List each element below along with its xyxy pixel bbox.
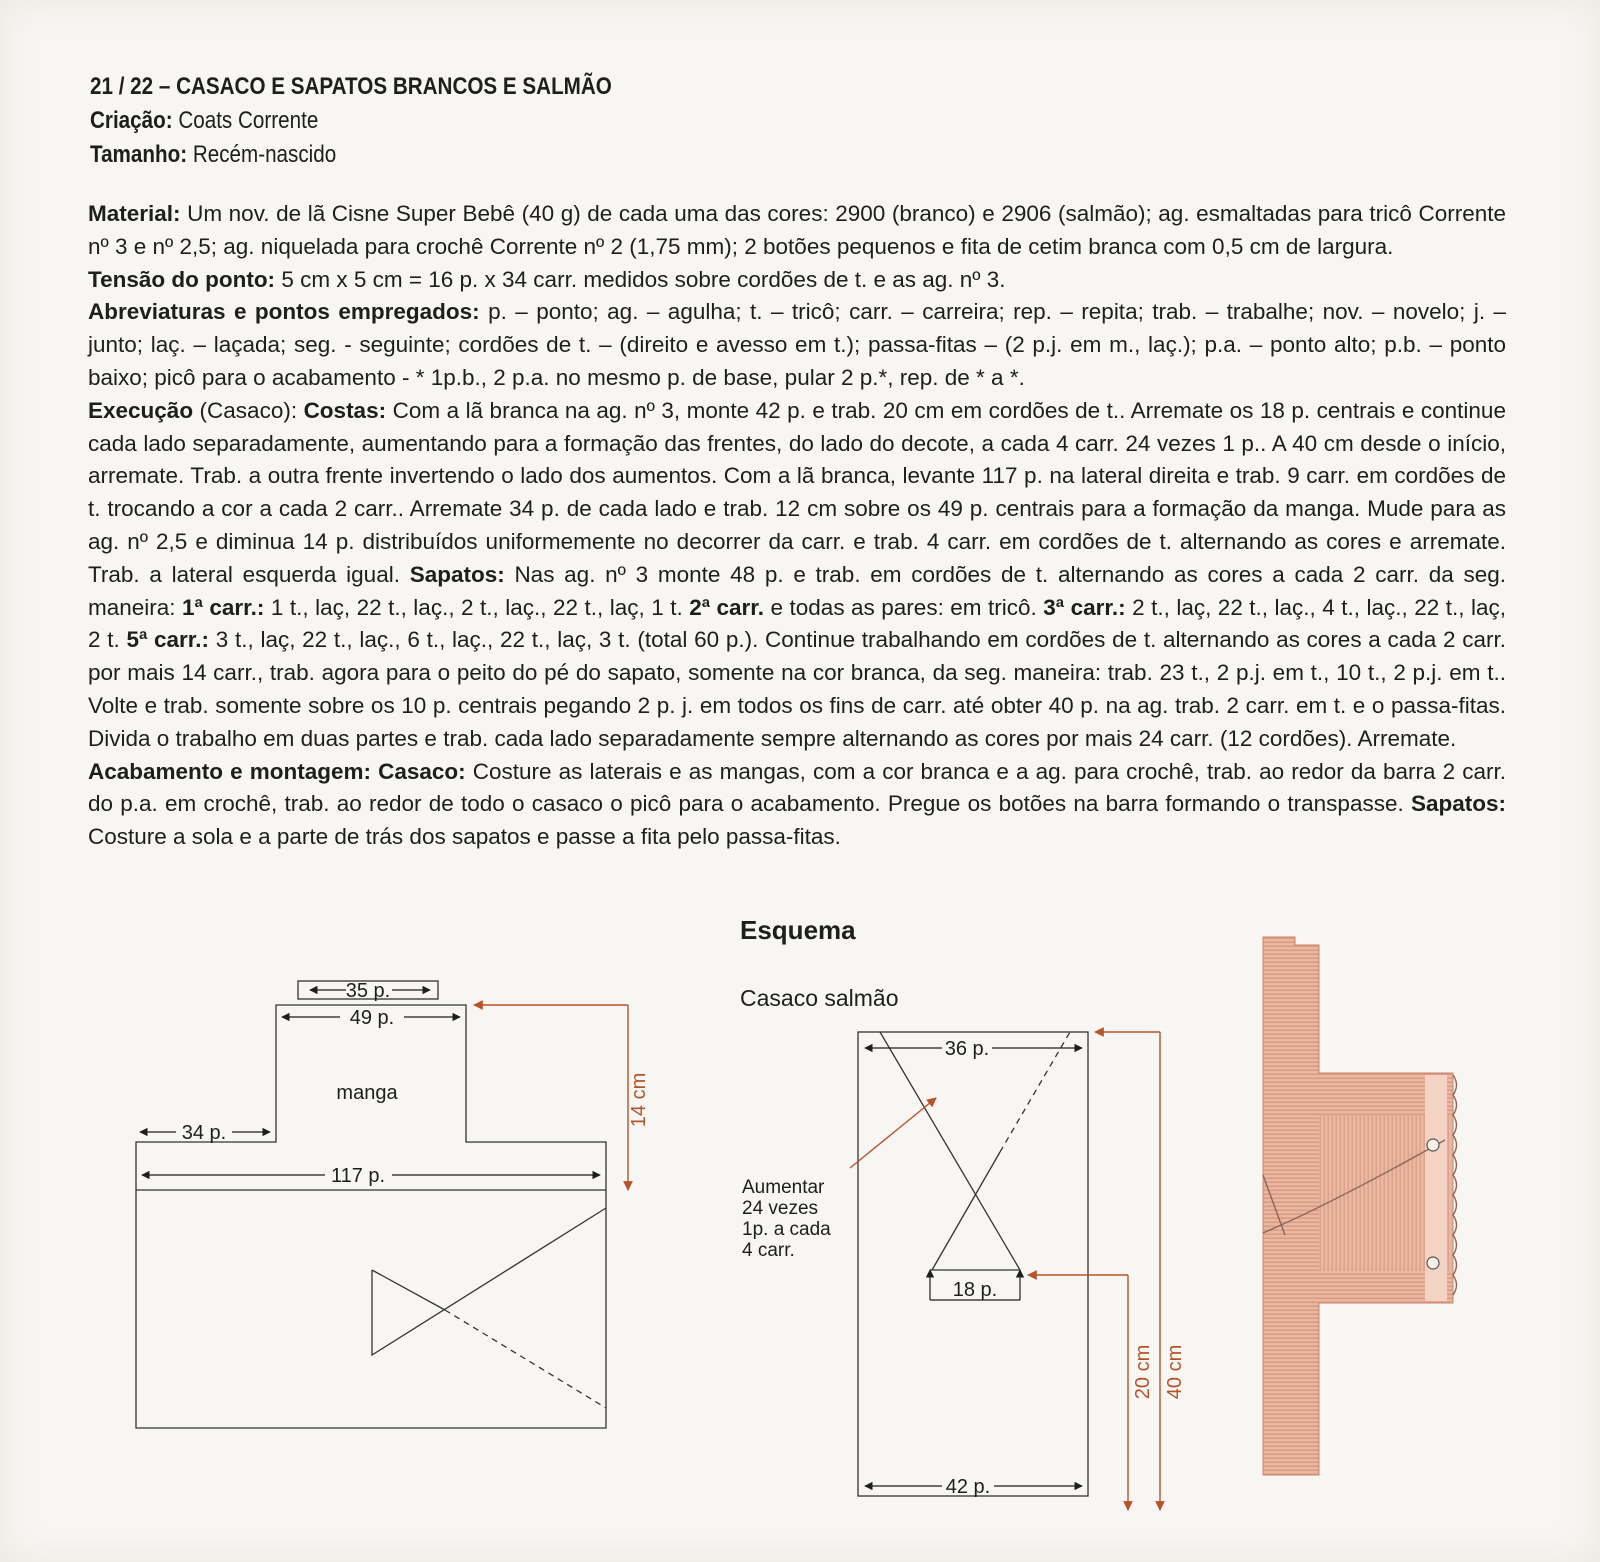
schema-subtitle: Casaco salmão — [740, 985, 899, 1011]
abbrev-label: Abreviaturas e pontos empregados: — [88, 299, 480, 325]
execution-paren: (Casaco): — [199, 397, 298, 423]
material-paragraph — [88, 198, 1506, 264]
front-edge-left — [880, 1032, 1020, 1270]
sleeve-base-label: 117 p. — [330, 1165, 386, 1187]
body-back-height-label: 20 cm — [1132, 1344, 1154, 1400]
sleeve-diagram — [120, 970, 660, 1440]
finishing-coat-text: Costure as laterais e as mangas, com a cor branca e a ag. para crochê, trab. ao redor da barra 2 carr. do p.a. em crochê, trab. ao redor de todo o casaco o picô para o acabamento. Pregue os botões na barra formando o transpasse. — [88, 758, 1506, 817]
body-outline — [858, 1032, 1088, 1496]
finishing-shoes-label: Sapatos: — [1410, 791, 1506, 817]
body-total-height-label: 40 cm — [1164, 1344, 1186, 1400]
sleeve-height-label: 14 cm — [628, 1072, 650, 1128]
button-top — [1427, 1139, 1439, 1151]
row1-label: 1ª carr.: — [182, 594, 265, 620]
row1-text: 1 t., laç, 22 t., laç., 2 t., laç., 22 t., laç, 1 t. — [270, 594, 683, 620]
finishing-label: Acabamento e montagem: — [88, 758, 371, 784]
sleeve-name-label: manga — [336, 1082, 398, 1104]
sleeve-outline — [136, 1005, 606, 1428]
increase-note: Aumentar 24 vezes 1p. a cada 4 carr. — [742, 1177, 831, 1261]
creation-label: Criação: — [90, 107, 173, 134]
creation-line — [90, 104, 1311, 138]
row3-text: 2 t., laç, 22 t., laç., 4 t., laç., 22 t., laç, 2 t. — [88, 594, 1506, 653]
back-label: Costas: — [303, 397, 387, 423]
tension-paragraph — [88, 264, 1506, 297]
sleeve-dashed-line — [445, 1310, 606, 1408]
shoes-label: Sapatos: — [409, 561, 505, 587]
body-neck-label: 18 p. — [952, 1279, 998, 1301]
abbrev-paragraph — [88, 296, 1506, 394]
creation-value: Coats Corrente — [178, 107, 319, 134]
finishing-paragraph — [88, 756, 1506, 854]
size-value: Recém-nascido — [192, 141, 337, 168]
sleeve-front-shape — [372, 1208, 606, 1355]
sleeve-cuff-label: 35 p. — [345, 980, 391, 1002]
material-label: Material: — [88, 201, 181, 226]
material-text: Um nov. de lã Cisne Super Bebê (40 g) de cada uma das cores: 2900 (branco) e 2906 (salmão); ag. esmaltadas para tricô Corrente nº 3 e nº 2,5; ag. niquelada para crochê Corrente nº 2 (1,75 mm); 2 botões pequenos e fita de cetim branca com 0,5 cm de largura. — [88, 201, 1506, 259]
row5-label: 5ª carr.: — [126, 627, 210, 653]
row2-text: e todas as pares: em tricô. — [770, 594, 1037, 620]
pattern-title: 21 / 22 – CASACO E SAPATOS BRANCOS E SALMÃO — [90, 73, 612, 100]
schema-title: Esquema — [740, 915, 856, 945]
body-bottom-label: 42 p. — [945, 1476, 991, 1498]
front-edge-right — [932, 1152, 1000, 1270]
shoes-text: Nas ag. nº 3 monte 48 p. e trab. em cordões de t. alternando as cores a cada 2 carr. da seg. maneira: — [88, 561, 1506, 620]
tension-text: 5 cm x 5 cm = 16 p. x 34 carr. medidos sobre cordões de t. e as ag. nº 3. — [281, 266, 1006, 292]
pattern-header — [90, 70, 1510, 172]
back-text: Com a lã branca na ag. nº 3, monte 42 p. e trab. 20 cm em cordões de t.. Arremate os 18 p. centrais e continue cada lado separadamente, aumentando para a formação das frentes, do lado do decote, a cada 4 carr. 24 vezes 1 p.. A 40 cm desde o início, arremate. Trab. a outra frente invertendo o lado dos aumentos. Com a lã branca, levante 117 p. na lateral direita e trab. 9 carr. em cordões de t. trocando a cor a cada 2 carr.. Arremate 34 p. de cada lado e trab. 12 cm sobre os 49 p. centrais para a formação da manga. Mude para as ag. nº 2,5 e diminua 14 p. distribuídos uniformemente no decorrer da carr. e trab. 4 carr. em cordões de t. alternando as cores e arremate. Trab. a lateral esquerda igual. — [88, 397, 1506, 587]
body-top-label: 36 p. — [944, 1038, 990, 1060]
jacket-illustration — [1245, 935, 1465, 1485]
size-label: Tamanho: — [90, 141, 188, 168]
row2-label: 2ª carr. — [689, 594, 765, 620]
finishing-shoes-text: Costure a sola e a parte de trás dos sapatos e passe a fita pelo passa-fitas. — [88, 824, 841, 850]
button-bottom — [1427, 1257, 1439, 1269]
pattern-instructions — [88, 198, 1506, 854]
execution-label: Execução — [88, 397, 194, 423]
size-line — [90, 138, 1311, 172]
sleeve-width-label: 49 p. — [349, 1007, 395, 1029]
row5-text: 3 t., laç, 22 t., laç., 6 t., laç., 22 t., laç, 3 t. (total 60 p.). Continue trabalhando em cordões de t. alternando as cores a cada 2 carr. por mais 14 carr., trab. agora para o peito do pé do sapato, somente na cor branca, da seg. maneira: trab. 23 t., 2 p.j. em t., 10 t., 2 p.j. em t.. Volte e trab. somente sobre os 10 p. centrais pegando 2 p. j. em todos os fins de carr. até obter 40 p. na ag. trab. 2 carr. em t. e o passa-fitas. Divida o trabalho em duas partes e trab. cada lado separadamente sempre alternando as cores por mais 24 carr. (12 cordões). Arremate. — [88, 627, 1506, 751]
sleeve-side-label: 34 p. — [181, 1122, 227, 1144]
body-diagram — [730, 1020, 1190, 1520]
picot-edge — [1453, 1075, 1457, 1295]
abbrev-text: p. – ponto; ag. – agulha; t. – tricô; carr. – carreira; rep. – repita; trab. – trabalhe; nov. – novelo; j. – junto; laç. – laçada; seg. - seguinte; cordões de t. – (direito e avesso em t.); passa-fitas – (2 p.j. em m., laç.); p.a. – ponto alto; p.b. – ponto baixo; picô para o acabamento - * 1p.b., 2 p.a. no mesmo p. de base, pular 2 p.*, rep. de * a *. — [88, 299, 1507, 390]
row3-label: 3ª carr.: — [1043, 594, 1126, 620]
tension-label: Tensão do ponto: — [88, 266, 276, 292]
sleeve-front-edge — [372, 1270, 445, 1310]
finishing-coat-label: Casaco: — [378, 758, 466, 784]
front-dashed-line — [1000, 1032, 1070, 1152]
execution-paragraph — [88, 395, 1506, 756]
